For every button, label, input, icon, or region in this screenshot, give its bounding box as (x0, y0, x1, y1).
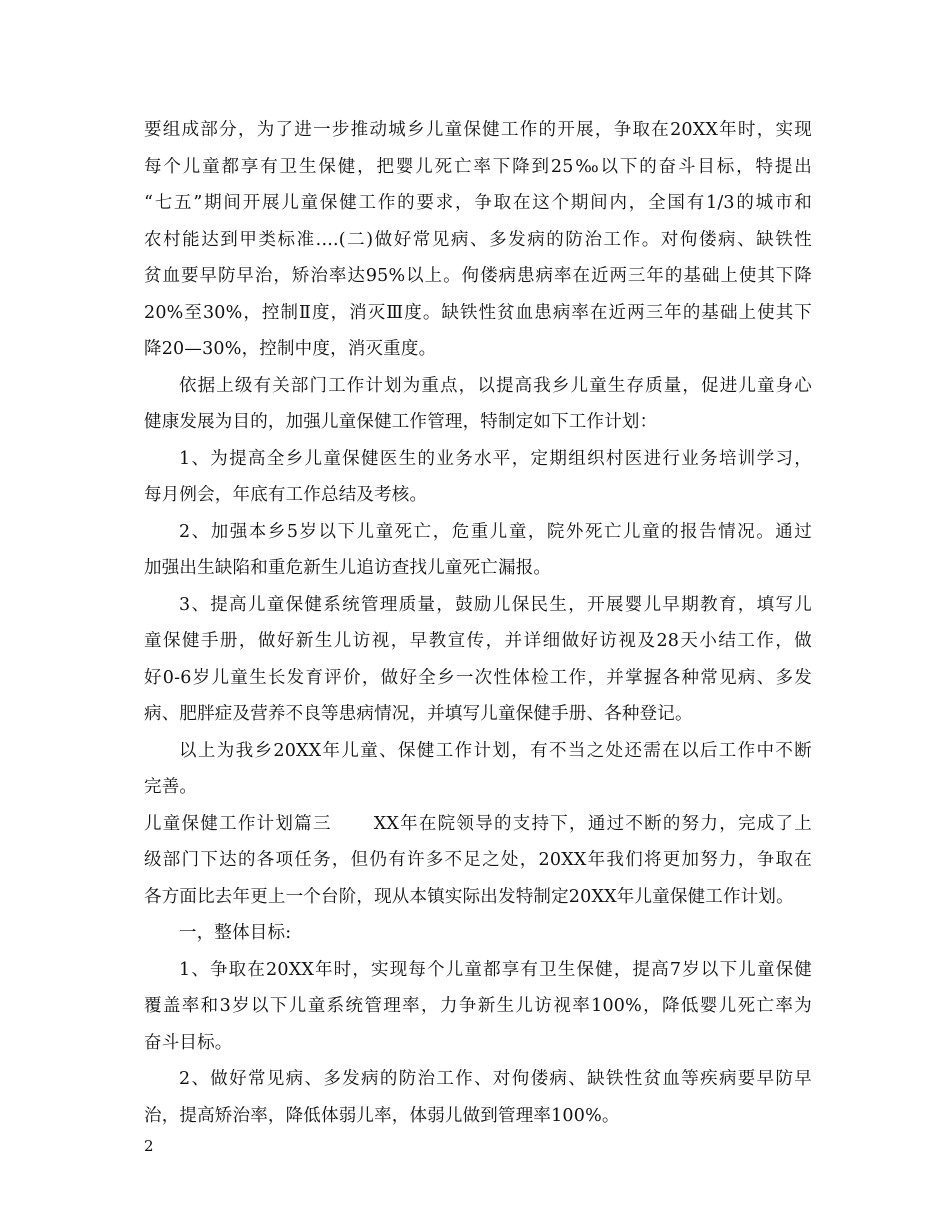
text-line: 治，提高矫治率，降低体弱儿率，体弱儿做到管理率100%。 (144, 1105, 620, 1126)
text-line: 2、加强本乡5岁以下儿童死亡，危重儿童，院外死亡儿童的报告情况。通过 (179, 521, 812, 542)
text-line: 1、争取在20XX年时，实现每个儿童都享有卫生保健，提高7岁以下儿童保健 (179, 959, 812, 980)
text-line: 3、提高儿童保健系统管理质量，鼓励儿保民生，开展婴儿早期教育，填写儿 (179, 594, 812, 615)
text-line: 童保健手册，做好新生儿访视，早教宣传，并详细做好访视及28天小结工作，做 (144, 631, 812, 651)
text-line: 奋斗目标。 (144, 1032, 233, 1053)
section-heading-line (144, 806, 812, 843)
text-line: 2、做好常见病、多发病的防治工作、对佝偻病、缺铁性贫血等疾病要早防早 (179, 1069, 812, 1089)
text-line: “七五”期间开展儿童保健工作的要求，争取在这个期间内，全国有1/3的城市和 (144, 193, 812, 213)
text-line: 覆盖率和3岁以下儿童系统管理率，力争新生儿访视率100%，降低婴儿死亡率为 (144, 996, 812, 1016)
text-line: 1、为提高全乡儿童保健医生的业务水平，定期组织村医进行业务培训学习， (179, 448, 812, 469)
text-line: 贫血要早防早治，矫治率达95%以上。佝偻病患病率在近两三年的基础上使其下降 (144, 266, 812, 286)
text-line: 农村能达到甲类标准....(二)做好常见病、多发病的防治工作。对佝偻病、缺铁性 (144, 229, 812, 250)
text-line: 20%至30%，控制Ⅱ度，消灭Ⅲ度。缺铁性贫血患病率在近两三年的基础上使其下 (144, 302, 812, 323)
text-line: 各方面比去年更上一个台阶，现从本镇实际出发特制定20XX年儿童保健工作计划。 (144, 886, 794, 907)
text-line: 一，整体目标: (179, 923, 292, 943)
text-line: 要组成部分，为了进一步推动城乡儿童保健工作的开展，争取在20XX年时，实现 (144, 120, 812, 140)
document-page (144, 112, 812, 1134)
text-line: 加强出生缺陷和重危新生儿追访查找儿童死亡漏报。 (144, 558, 552, 578)
text-line: 完善。 (144, 777, 198, 797)
page-number: 2 (144, 1137, 154, 1155)
text-line: 每月例会，年底有工作总结及考核。 (144, 485, 428, 505)
section-heading: 儿童保健工作计划篇三 (144, 813, 332, 834)
text-line: 以上为我乡20XX年儿童、保健工作计划，有不当之处还需在以后工作中不断 (179, 740, 812, 761)
text-line: 每个儿童都享有卫生保健，把婴儿死亡率下降到25‰以下的奋斗目标，特提出 (144, 156, 812, 177)
section-intro-text: XX年在院领导的支持下，通过不断的努力，完成了上 (373, 813, 812, 834)
text-line: 依据上级有关部门工作计划为重点，以提高我乡儿童生存质量，促进儿童身心 (179, 375, 812, 396)
text-line: 健康发展为目的，加强儿童保健工作管理，特制定如下工作计划： (144, 412, 658, 432)
text-line: 级部门下达的各项任务，但仍有许多不足之处，20XX年我们将更加努力，争取在 (144, 850, 812, 870)
text-line: 降20—30%，控制中度，消灭重度。 (144, 339, 437, 359)
text-line: 好0-6岁儿童生长发育评价，做好全乡一次性体检工作，并掌握各种常见病、多发 (144, 667, 812, 688)
text-line: 病、肥胖症及营养不良等患病情况，并填写儿童保健手册、各种登记。 (144, 704, 693, 724)
